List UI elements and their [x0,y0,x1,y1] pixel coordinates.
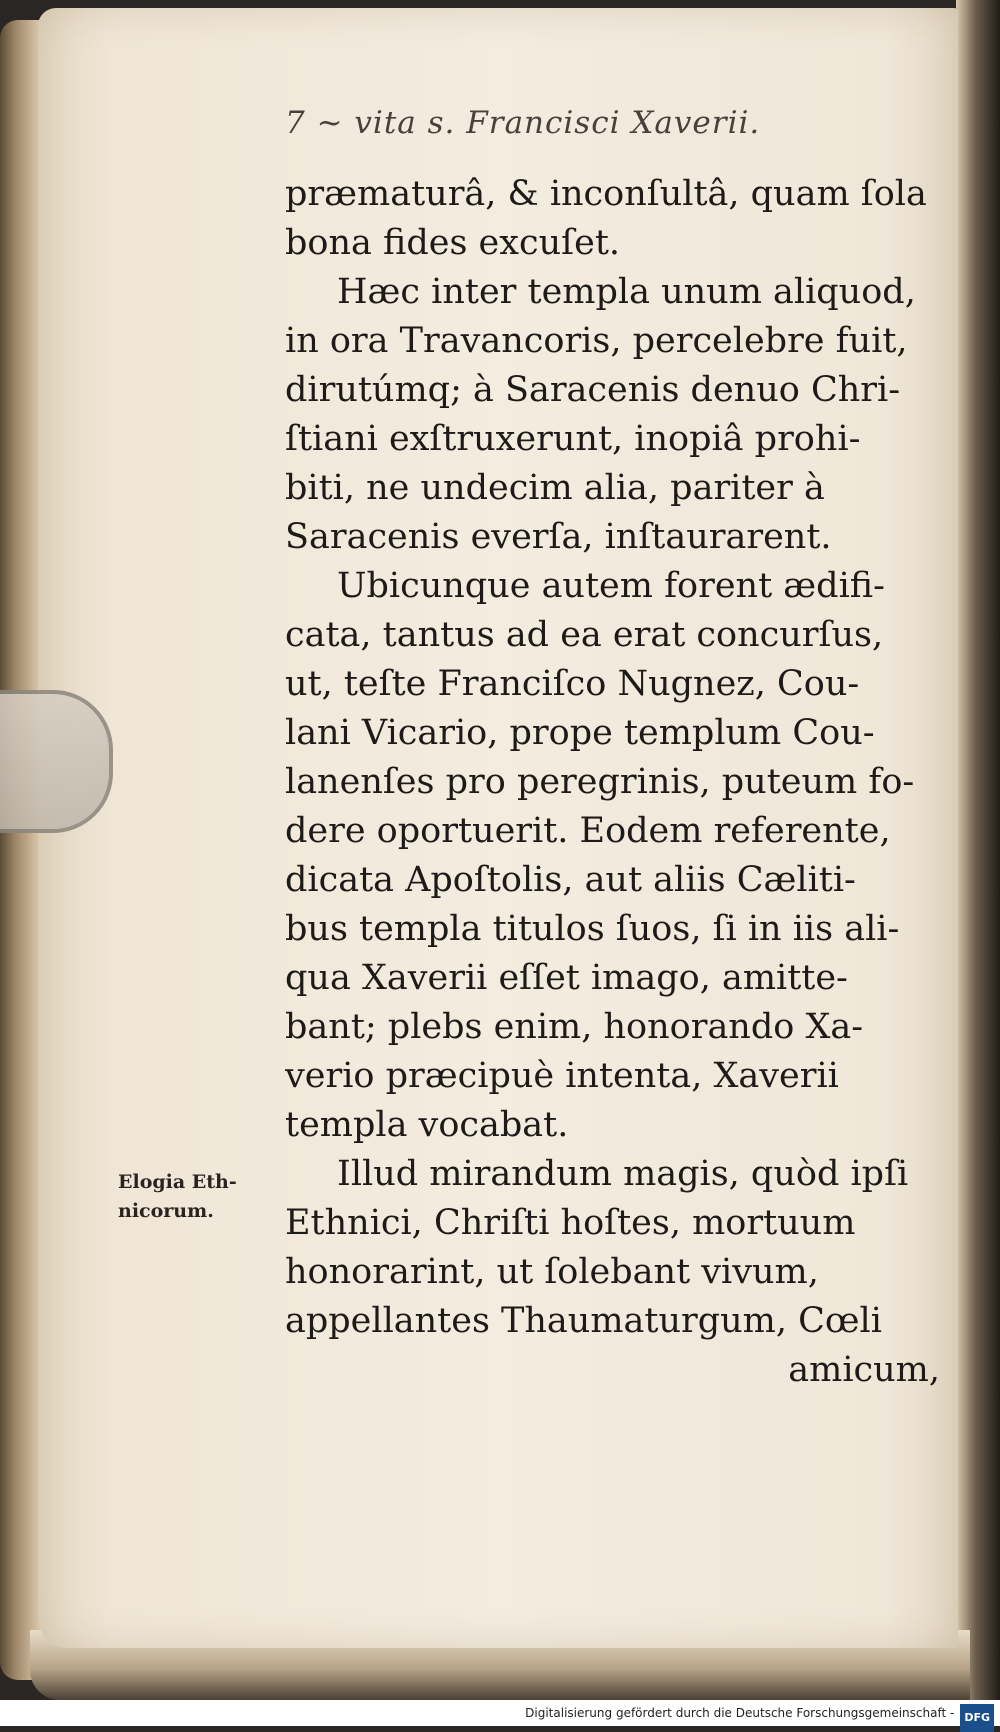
text-line: bona fides excuſet. [285,223,621,263]
dfg-logo: DFG [960,1704,994,1732]
text-line: qua Xaverii eſſet imago, amitte- [285,958,848,998]
page-body-text [285,170,940,1395]
text-line: bant; plebs enim, honorando Xa- [285,1007,864,1047]
text-line: ut, teſte Franciſco Nugnez, Cou- [285,664,860,704]
footer-credit: Digitalisierung gefördert durch die Deutsche Forschungsgemeinschaft - [525,1706,955,1720]
text-line: lanenſes pro peregrinis, puteum fo- [285,762,915,802]
text-line: dirutúmq; à Saracenis denuo Chri- [285,370,901,410]
page-clip [0,690,113,833]
text-line: bus templa titulos ſuos, ſi in iis ali- [285,909,900,949]
text-line: dicata Apoſtolis, aut aliis Cæliti- [285,860,856,900]
digitization-footer [0,1700,1000,1726]
text-line: Hæc inter templa unum aliquod, [337,272,916,312]
text-line: honorarint, ut ſolebant vivum, [285,1252,819,1292]
text-line: ſtiani exſtruxerunt, inopiâ prohi- [285,419,861,459]
text-line: amicum, [788,1350,940,1390]
text-line: verio præcipuè intenta, Xaverii [285,1056,839,1096]
text-line: appellantes Thaumaturgum, Cœli [285,1301,882,1341]
text-line: in ora Travancoris, percelebre fuit, [285,321,908,361]
text-line: Saracenis everſa, inſtaurarent. [285,517,832,557]
text-line: dere oportuerit. Eodem referente, [285,811,891,851]
marginal-note-line: nicorum. [118,1200,214,1222]
text-line: biti, ne undecim alia, pariter à [285,468,825,508]
running-head: 7 ~ vita s. Francisci Xaverii. [285,105,761,141]
text-line: cata, tantus ad ea erat concurſus, [285,615,884,655]
text-line: Illud mirandum magis, quòd ipſi [337,1154,909,1194]
marginal-note [118,1168,278,1226]
marginal-note-line: Elogia Eth- [118,1171,237,1193]
text-line: templa vocabat. [285,1105,569,1145]
text-line: lani Vicario, prope templum Cou- [285,713,875,753]
book-edge-right [956,0,1000,1726]
text-line: Ethnici, Chriſti hoſtes, mortuum [285,1203,856,1243]
text-line: præmaturâ, & inconſultâ, quam ſola [285,174,927,214]
text-line: Ubicunque autem forent ædifi- [337,566,885,606]
